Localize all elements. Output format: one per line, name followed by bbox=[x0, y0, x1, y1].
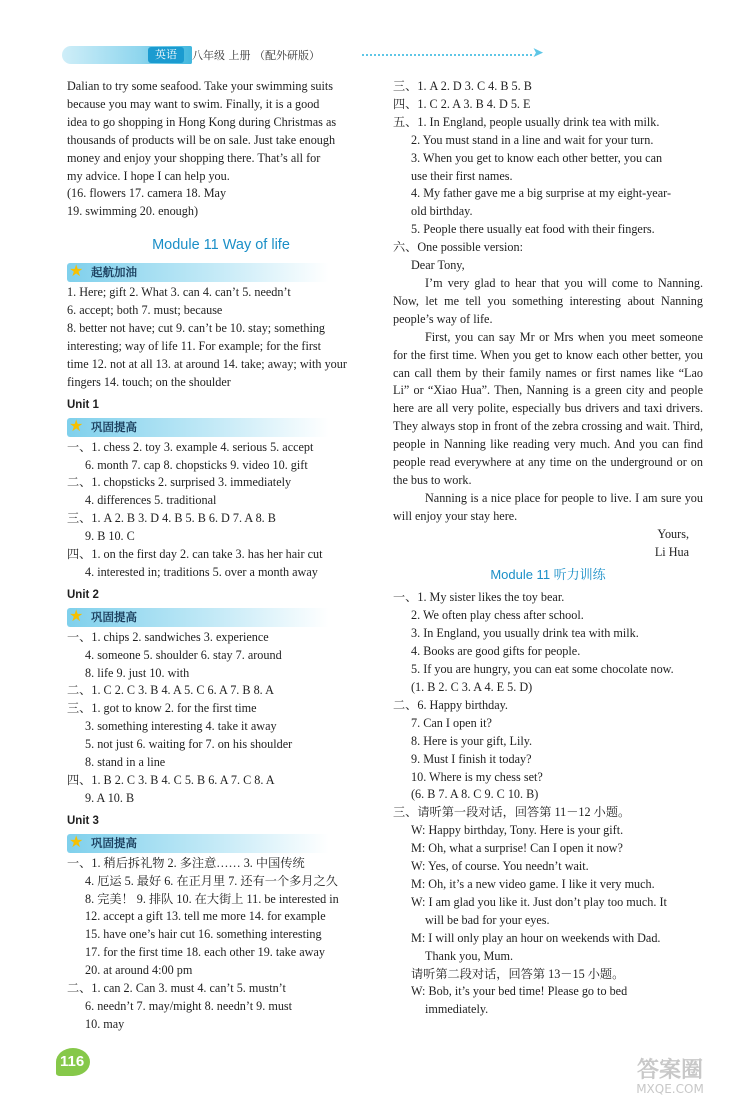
answer-line: 8. Here is your gift, Lily. bbox=[411, 733, 533, 748]
unit-heading: Unit 2 bbox=[67, 588, 99, 601]
text-line: thousands of products will be on sale. Just take enough bbox=[67, 132, 336, 147]
answer-line: 五、1. In England, people usually drink tea with milk. bbox=[393, 114, 660, 129]
answer-line: old birthday. bbox=[411, 204, 473, 219]
answer-line: 四、1. C 2. A 3. B 4. D 5. E bbox=[393, 96, 531, 111]
section-bar bbox=[67, 608, 375, 627]
unit-heading: Unit 3 bbox=[67, 814, 99, 827]
answer-line: 5. not just 6. waiting for 7. on his shoulder bbox=[85, 737, 293, 752]
page-header bbox=[62, 42, 544, 68]
section-label: 巩固提高 bbox=[91, 609, 137, 624]
answer-line: 20. at around 4:00 pm bbox=[85, 963, 193, 978]
answer-line: 四、1. on the first day 2. can take 3. has her hair cut bbox=[67, 547, 323, 562]
answer-line: time 12. not at all 13. at around 14. take; away; with your bbox=[67, 356, 347, 371]
dialog-line: will be bad for your eyes. bbox=[425, 912, 550, 927]
text-line: money and enjoy your shopping there. That’s all for bbox=[67, 150, 321, 165]
text-line: idea to go shopping in Hong Kong during Christmas as bbox=[67, 114, 337, 129]
letter-paragraph: I’m very glad to hear that you will come to Nanning. Now, let me tell you something interesting about Nanning people’s way of life. bbox=[393, 275, 703, 326]
section-label: 巩固提高 bbox=[91, 835, 137, 850]
dialog-line: M: Oh, it’s a new video game. I like it very much. bbox=[411, 876, 655, 891]
answer-line: 三、请听第一段对话，回答第 11－12 小题。 bbox=[393, 805, 631, 820]
unit-heading: Unit 1 bbox=[67, 398, 99, 411]
letter-signoff: Yours, bbox=[657, 526, 689, 541]
dialog-line: W: Yes, of course. You needn’t wait. bbox=[411, 859, 589, 874]
answer-line: 二、6. Happy birthday. bbox=[393, 697, 508, 712]
answer-line: 10. may bbox=[85, 1016, 125, 1031]
answer-line: 15. have one’s hair cut 16. something interesting bbox=[85, 927, 322, 942]
dialog-line: M: Oh, what a surprise! Can I open it now? bbox=[411, 841, 623, 856]
answer-line: 六、One possible version: bbox=[393, 240, 523, 255]
answer-line: 1. Here; gift 2. What 3. can 4. can’t 5. needn’t bbox=[67, 285, 291, 300]
answer-line: 一、1. 稍后拆礼物 2. 多注意…… 3. 中国传统 bbox=[67, 855, 305, 870]
answer-line: 三、1. A 2. B 3. D 4. B 5. B 6. D 7. A 8. B bbox=[67, 511, 276, 526]
letter-greeting: Dear Tony, bbox=[411, 258, 465, 273]
text-line: Dalian to try some seafood. Take your swimming suits bbox=[67, 79, 333, 93]
text-line: because you may want to swim. Finally, it is a good bbox=[67, 96, 320, 111]
answer-line: interesting; way of life 11. For example; for the first bbox=[67, 338, 322, 353]
letter-paragraph: Nanning is a nice place for people to live. I am sure you will enjoy your stay here. bbox=[393, 490, 703, 523]
answer-line: 17. for the first time 18. each other 19. take away bbox=[85, 945, 325, 960]
answer-line: 6. month 7. cap 8. chopsticks 9. video 10. gift bbox=[85, 457, 308, 472]
watermark-text: 答案圈 bbox=[636, 1058, 703, 1083]
module-title: Module 11 Way of life bbox=[152, 237, 290, 254]
dialog-line: W: Happy birthday, Tony. Here is your gift. bbox=[411, 823, 624, 838]
answer-line: 4. My father gave me a big surprise at my eight-year- bbox=[411, 186, 672, 201]
answer-line: (16. flowers 17. camera 18. May bbox=[67, 186, 227, 201]
answer-line: 一、1. My sister likes the toy bear. bbox=[393, 590, 565, 605]
answer-line: 二、1. can 2. Can 3. must 4. can’t 5. mustn’t bbox=[67, 981, 286, 996]
star-icon: ★ bbox=[69, 607, 84, 625]
listening-title: Module 11 听力训练 bbox=[490, 567, 606, 583]
section-label: 起航加油 bbox=[91, 265, 137, 280]
answer-line: 4. interested in; traditions 5. over a month away bbox=[85, 564, 318, 579]
answer-line: 19. swimming 20. enough) bbox=[67, 204, 199, 219]
watermark bbox=[600, 1060, 740, 1096]
watermark-url: MXQE.COM bbox=[636, 1082, 704, 1096]
answer-line: 10. Where is my chess set? bbox=[411, 769, 543, 784]
answer-line: 4. 厄运 5. 最好 6. 在正月里 7. 还有一个多月之久 bbox=[85, 873, 338, 888]
star-icon: ★ bbox=[69, 417, 84, 435]
answer-line: 四、1. B 2. C 3. B 4. C 5. B 6. A 7. C 8. A bbox=[67, 773, 275, 787]
answer-line: 4. Books are good gifts for people. bbox=[411, 644, 581, 659]
answer-line: 3. When you get to know each other better, you can bbox=[411, 150, 663, 165]
answer-line: 9. Must I finish it today? bbox=[411, 751, 532, 766]
header-dotted-line bbox=[362, 54, 532, 56]
answer-line: 9. B 10. C bbox=[85, 529, 135, 544]
dialog-line: W: I am glad you like it. Just don’t play too much. It bbox=[411, 894, 667, 909]
answer-line: 6. accept; both 7. must; because bbox=[67, 303, 223, 318]
page-number: 116 bbox=[60, 1053, 85, 1070]
answer-line: 8. better not have; cut 9. can’t be 10. stay; something bbox=[67, 321, 326, 336]
subject-badge: 英语 bbox=[148, 47, 184, 63]
answer-line: 5. If you are hungry, you can eat some chocolate now. bbox=[411, 662, 674, 677]
answer-line: 3. In England, you usually drink tea with milk. bbox=[411, 626, 639, 641]
answer-line: (1. B 2. C 3. A 4. E 5. D) bbox=[411, 680, 533, 694]
answer-line: 一、1. chess 2. toy 3. example 4. serious 5. accept bbox=[67, 439, 314, 454]
page-number-badge bbox=[54, 1048, 104, 1078]
answer-line: 二、1. chopsticks 2. surprised 3. immediately bbox=[67, 475, 292, 490]
letter-paragraph: First, you can say Mr or Mrs when you meet someone for the first time. When you get to know each other better, you can call them by their family names or first names like “Lao Li” or “Xiao Hua”. Then, Nanning is a green city and people here are all very polite, especially bus drivers and taxi drivers. They always stop in front of the zebra crossing and wait. Third, people in Nanning like reading very much. And you can find people read everywhere at any time on the underground or on the bus to work. bbox=[393, 329, 703, 487]
answer-line: fingers 14. touch; on the shoulder bbox=[67, 374, 231, 389]
answer-line: (6. B 7. A 8. C 9. C 10. B) bbox=[411, 787, 539, 802]
dialog-line: Thank you, Mum. bbox=[425, 948, 514, 963]
grade-text: 八年级 上册 （配外研版） bbox=[192, 49, 320, 62]
answer-line: 一、1. chips 2. sandwiches 3. experience bbox=[67, 629, 269, 644]
answer-line: 4. differences 5. traditional bbox=[85, 493, 217, 508]
left-column bbox=[67, 78, 375, 1034]
dialog-line: immediately. bbox=[425, 1002, 489, 1017]
answer-line: 请听第二段对话，回答第 13－15 小题。 bbox=[411, 966, 625, 981]
answer-line: 3. something interesting 4. take it away bbox=[85, 719, 277, 734]
letter-signature: Li Hua bbox=[654, 544, 689, 559]
answer-line: 9. A 10. B bbox=[85, 790, 135, 805]
section-bar bbox=[67, 263, 375, 282]
answer-line: 12. accept a gift 13. tell me more 14. for example bbox=[85, 909, 326, 924]
section-bar bbox=[67, 834, 375, 853]
dialog-line: M: I will only play an hour on weekends with Dad. bbox=[411, 930, 661, 945]
answer-line: 2. We often play chess after school. bbox=[411, 608, 584, 623]
answer-line: 7. Can I open it? bbox=[411, 715, 492, 730]
arrow-right-icon: ➤ bbox=[532, 46, 544, 61]
answer-line: 2. You must stand in a line and wait for your turn. bbox=[411, 132, 654, 147]
star-icon: ★ bbox=[69, 833, 84, 851]
answer-line: 二、1. C 2. C 3. B 4. A 5. C 6. A 7. B 8. A bbox=[67, 683, 274, 698]
answer-line: 8. stand in a line bbox=[85, 755, 166, 770]
answer-line: 5. People there usually eat food with their fingers. bbox=[411, 222, 655, 237]
right-column bbox=[393, 78, 703, 1019]
answer-line: 8. 完美！ 9. 排队 10. 在大街上 11. be interested in bbox=[85, 891, 339, 906]
section-label: 巩固提高 bbox=[91, 419, 137, 434]
answer-line: 三、1. A 2. D 3. C 4. B 5. B bbox=[393, 79, 532, 93]
answer-line: 6. needn’t 7. may/might 8. needn’t 9. must bbox=[85, 998, 293, 1013]
answer-line: 4. someone 5. shoulder 6. stay 7. around bbox=[85, 647, 282, 662]
star-icon: ★ bbox=[69, 263, 84, 281]
answer-line: 三、1. got to know 2. for the first time bbox=[67, 701, 257, 716]
text-line: my advice. I hope I can help you. bbox=[67, 168, 230, 183]
answer-line: use their first names. bbox=[411, 168, 513, 183]
section-bar bbox=[67, 418, 375, 437]
dialog-line: W: Bob, it’s your bed time! Please go to bed bbox=[411, 984, 628, 999]
answer-line: 8. life 9. just 10. with bbox=[85, 665, 190, 680]
